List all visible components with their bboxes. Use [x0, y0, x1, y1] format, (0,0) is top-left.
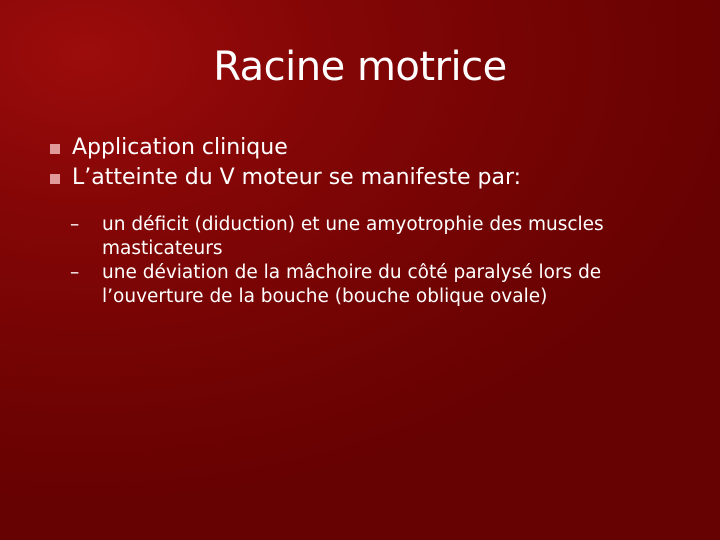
sub-bullet-list — [70, 213, 692, 309]
bullet-text: L’atteinte du V moteur se manifeste par: — [72, 165, 522, 190]
bullet-text: Application clinique — [72, 135, 288, 160]
bullet-list — [50, 133, 710, 193]
dash-bullet-icon: – — [70, 214, 80, 235]
sub-bullet-text: un déficit (diduction) et une amyotrophie des muscles masticateurs — [102, 214, 604, 259]
square-bullet-icon — [50, 144, 60, 154]
sub-bullet-text: une déviation de la mâchoire du côté paralysé lors de l’ouverture de la bouche (bouche oblique ovale) — [102, 262, 602, 307]
bullet-item-atteinte — [50, 163, 710, 193]
sub-bullet-deficit — [70, 213, 692, 261]
dash-bullet-icon: – — [70, 262, 80, 283]
sub-bullet-deviation — [70, 261, 692, 309]
square-bullet-icon — [50, 174, 60, 184]
bullet-item-application — [50, 133, 710, 163]
slide-title: Racine motrice — [213, 44, 507, 90]
